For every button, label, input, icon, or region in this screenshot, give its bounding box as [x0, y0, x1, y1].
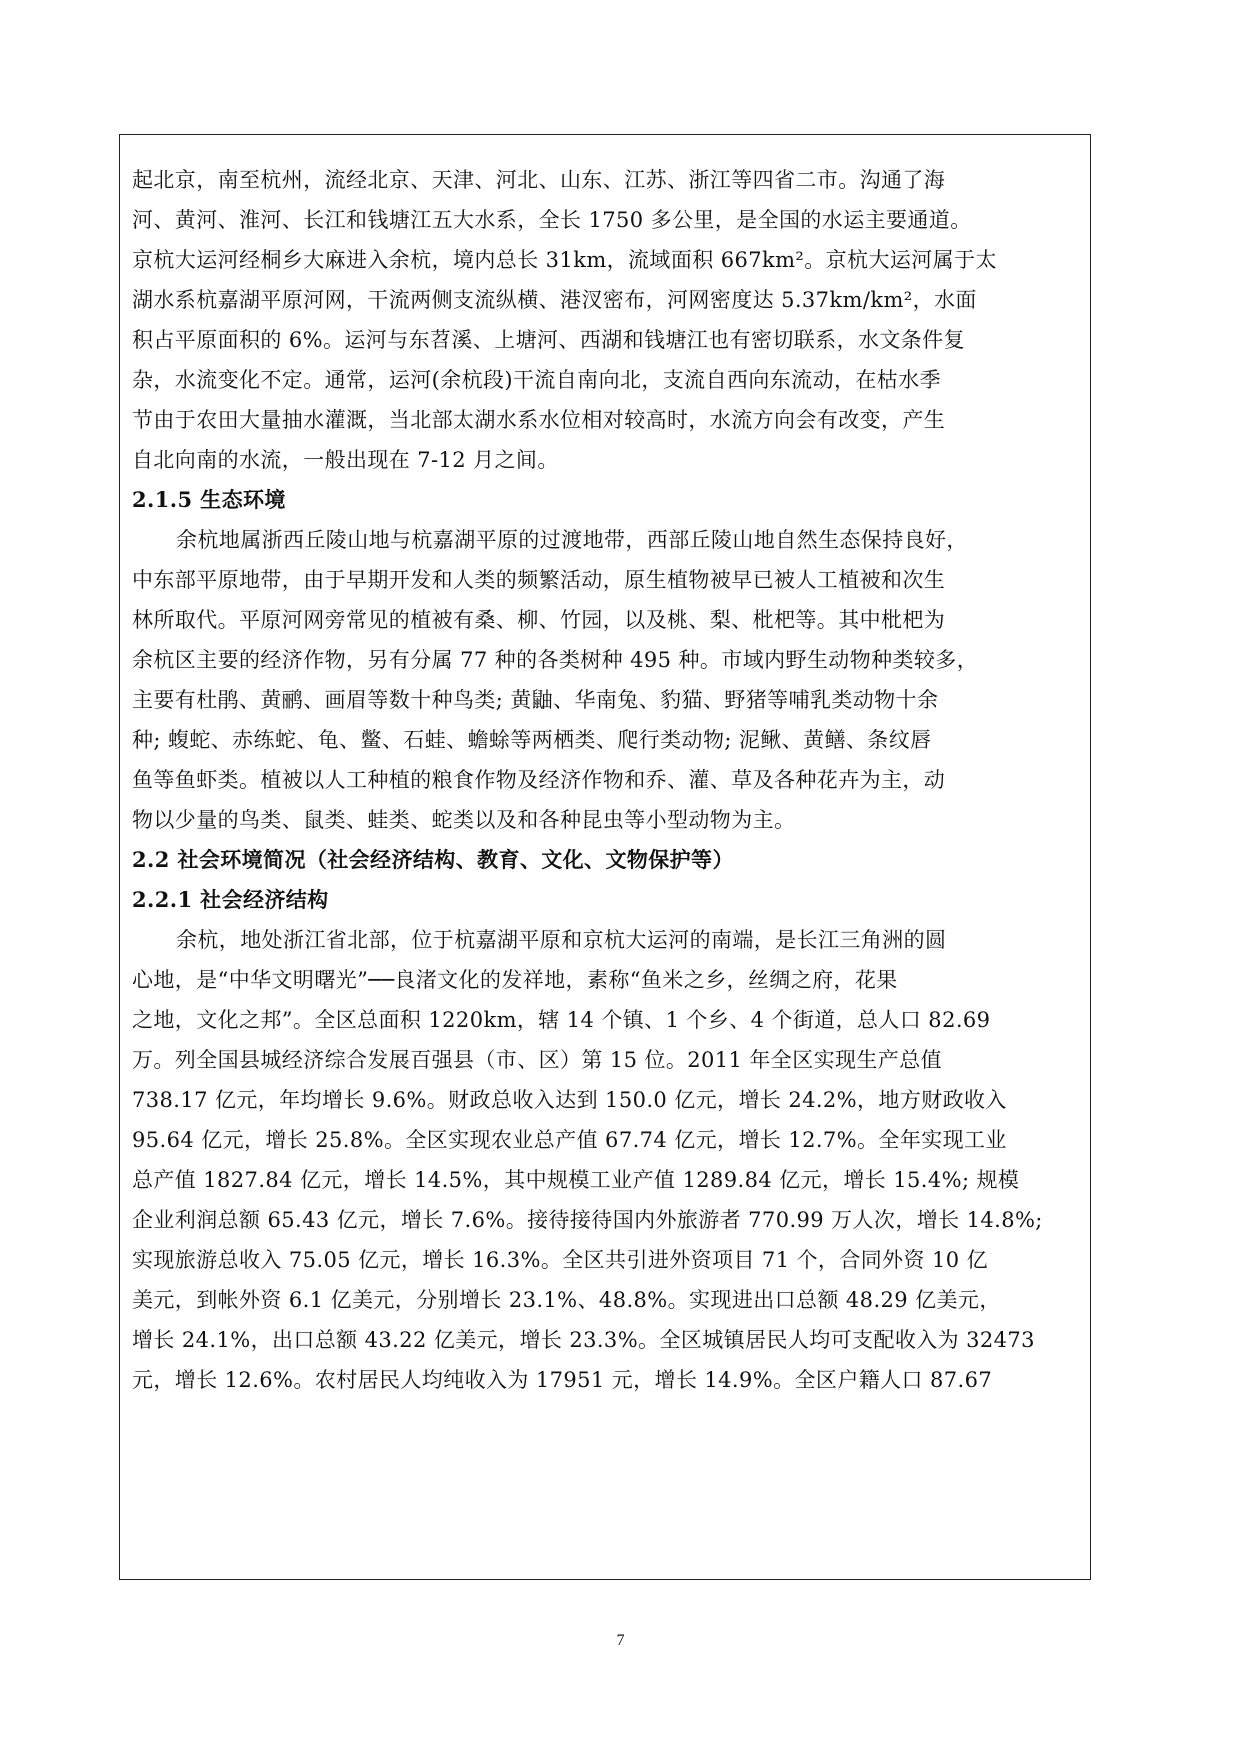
- text-line: 起北京，南至杭州，流经北京、天津、河北、山东、江苏、浙江等四省二市。沟通了海: [132, 168, 946, 192]
- text-line: 余杭，地处浙江省北部，位于杭嘉湖平原和京杭大运河的南端，是长江三角洲的圆: [176, 928, 947, 952]
- text-line: 林所取代。平原河网旁常见的植被有桑、柳、竹园，以及桃、梨、枇杷等。其中枇杷为: [132, 608, 946, 632]
- text-line: 中东部平原地带，由于早期开发和人类的频繁活动，原生植物被早已被人工植被和次生: [132, 568, 946, 592]
- text-line: 河、黄河、淮河、长江和钱塘江五大水系，全长 1750 多公里，是全国的水运主要通道。: [132, 208, 972, 232]
- text-line: 鱼等鱼虾类。植被以人工种植的粮食作物及经济作物和乔、灌、草及各种花卉为主，动: [132, 768, 946, 792]
- text-line: 企业利润总额 65.43 亿元，增长 7.6%。接待接待国内外旅游者 770.99 万人次，增长 14.8%;: [132, 1208, 1043, 1232]
- text-line: 余杭地属浙西丘陵山地与杭嘉湖平原的过渡地带，西部丘陵山地自然生态保持良好，: [176, 528, 968, 552]
- section-heading: 2.2.1 社会经济结构: [132, 887, 329, 912]
- text-line: 总产值 1827.84 亿元，增长 14.5%，其中规模工业产值 1289.84 亿元，增长 15.4%; 规模: [132, 1168, 1020, 1192]
- section-heading: 2.2 社会环境简况（社会经济结构、教育、文化、文物保护等）: [132, 847, 734, 872]
- text-line: 京杭大运河经桐乡大麻进入余杭，境内总长 31km，流域面积 667km²。京杭大运河属于太: [132, 248, 997, 272]
- text-line: 种; 蝮蛇、赤练蛇、龟、鳖、石蛙、蟾蜍等两栖类、爬行类动物; 泥鳅、黄鳝、条纹唇: [132, 728, 932, 752]
- text-line: 杂，水流变化不定。通常，运河(余杭段)干流自南向北，支流自西向东流动，在枯水季: [132, 368, 941, 392]
- text-line: 738.17 亿元，年均增长 9.6%。财政总收入达到 150.0 亿元，增长 24.2%，地方财政收入: [132, 1088, 1007, 1112]
- text-line: 95.64 亿元，增长 25.8%。全区实现农业总产值 67.74 亿元，增长 12.7%。全年实现工业: [132, 1128, 1007, 1152]
- text-line: 自北向南的水流，一般出现在 7-12 月之间。: [132, 448, 559, 472]
- text-line: 节由于农田大量抽水灌溉，当北部太湖水系水位相对较高时，水流方向会有改变，产生: [132, 408, 946, 432]
- page-number: 7: [616, 1632, 625, 1649]
- text-line: 增长 24.1%，出口总额 43.22 亿美元，增长 23.3%。全区城镇居民人均可支配收入为 32473: [132, 1328, 1035, 1352]
- text-line: 余杭区主要的经济作物，另有分属 77 种的各类树种 495 种。市域内野生动物种类较多，: [132, 648, 979, 672]
- text-line: 实现旅游总收入 75.05 亿元，增长 16.3%。全区共引进外资项目 71 个，合同外资 10 亿: [132, 1248, 988, 1272]
- text-line: 湖水系杭嘉湖平原河网，干流两侧支流纵横、港汊密布，河网密度达 5.37km/km²，水面: [132, 288, 977, 312]
- text-line: 主要有杜鹃、黄鹂、画眉等数十种鸟类; 黄鼬、华南兔、豹猫、野猪等哺乳类动物十余: [132, 688, 939, 712]
- section-heading: 2.1.5 生态环境: [132, 487, 286, 512]
- text-line: 之地，文化之邦”。全区总面积 1220km，辖 14 个镇、1 个乡、4 个街道，总人口 82.69: [132, 1008, 991, 1032]
- text-line: 万。列全国县城经济综合发展百强县（市、区）第 15 位。2011 年全区实现生产总值: [132, 1048, 942, 1072]
- text-line: 物以少量的鸟类、鼠类、蛙类、蛇类以及和各种昆虫等小型动物为主。: [132, 808, 796, 832]
- text-line: 心地，是“中华文明曙光”──良渚文化的发祥地，素称“鱼米之乡，丝绸之府，花果: [132, 968, 898, 992]
- text-line: 美元，到帐外资 6.1 亿美元，分别增长 23.1%、48.8%。实现进出口总额 48.29 亿美元，: [132, 1288, 1001, 1312]
- text-line: 元，增长 12.6%。农村居民人均纯收入为 17951 元，增长 14.9%。全区户籍人口 87.67: [132, 1368, 993, 1392]
- document-body: [132, 160, 1080, 1400]
- text-line: 积占平原面积的 6%。运河与东苕溪、上塘河、西湖和钱塘江也有密切联系，水文条件复: [132, 328, 965, 352]
